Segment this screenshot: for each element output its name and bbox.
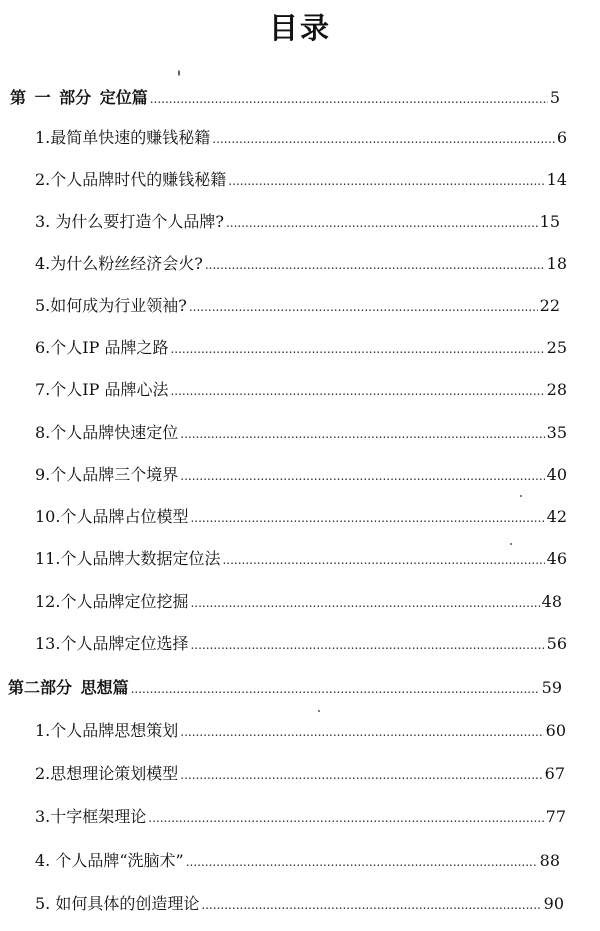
dot-leader: [180, 720, 543, 744]
toc-entry[interactable]: [35, 805, 566, 829]
page-number: 25: [546, 338, 567, 357]
page-number: 22: [539, 296, 560, 315]
page-number: 15: [539, 212, 560, 231]
dot-leader: [180, 763, 542, 787]
page-number: 35: [546, 423, 567, 442]
toc-part-heading[interactable]: [10, 86, 560, 110]
dot-leader: [201, 893, 541, 917]
dot-leader: [212, 127, 555, 151]
dot-leader: [186, 850, 538, 874]
dot-leader: [150, 87, 548, 111]
toc-entry[interactable]: [35, 421, 567, 445]
toc-entry[interactable]: [35, 252, 567, 276]
toc-entry[interactable]: [35, 892, 564, 916]
entry-label: 5. 如何具体的创造理论: [35, 894, 200, 913]
part-label: 第 一 部分 定位篇: [10, 88, 148, 107]
page-number: 48: [541, 592, 562, 611]
entry-label: 4.为什么粉丝经济会火?: [35, 254, 203, 273]
page-number: 46: [546, 549, 567, 568]
dot-leader: [226, 211, 538, 235]
dot-leader: [190, 633, 544, 657]
scan-speck: [520, 495, 522, 497]
page-number: 59: [541, 678, 562, 697]
page-number: 67: [544, 764, 565, 783]
entry-label: 13.个人品牌定位选择: [35, 634, 189, 653]
page-number: 56: [546, 634, 567, 653]
toc-entry[interactable]: [35, 210, 560, 234]
part-label: 第二部分 思想篇: [8, 678, 129, 697]
toc-entry[interactable]: [35, 632, 567, 656]
dot-leader: [170, 379, 544, 403]
page-number: 28: [546, 380, 567, 399]
dot-leader: [189, 295, 538, 319]
dot-leader: [148, 806, 543, 830]
dot-leader: [131, 677, 540, 701]
entry-label: 1.最简单快速的赚钱秘籍: [35, 128, 211, 147]
toc-entry[interactable]: [35, 294, 560, 318]
page-number: 40: [546, 465, 567, 484]
scan-speck: [318, 710, 320, 712]
dot-leader: [180, 464, 544, 488]
toc-entry[interactable]: [35, 336, 567, 360]
page-number: 18: [546, 254, 567, 273]
toc-entry[interactable]: [35, 590, 562, 614]
dot-leader: [190, 591, 539, 615]
page-number: 6: [556, 128, 567, 147]
toc-entry[interactable]: [35, 547, 567, 571]
page-number: 5: [549, 88, 560, 107]
entry-label: 11.个人品牌大数据定位法: [35, 549, 221, 568]
entry-label: 6.个人IP 品牌之路: [35, 338, 169, 357]
entry-label: 3.十字框架理论: [35, 807, 147, 826]
entry-label: 10.个人品牌占位模型: [35, 507, 189, 526]
entry-label: 2.思想理论策划模型: [35, 764, 179, 783]
entry-label: 1.个人品牌思想策划: [35, 721, 179, 740]
dot-leader: [228, 169, 544, 193]
toc-entry[interactable]: [35, 463, 567, 487]
entry-label: 9.个人品牌三个境界: [35, 465, 179, 484]
dot-leader: [190, 506, 544, 530]
dot-leader: [180, 422, 544, 446]
toc-entry[interactable]: [35, 719, 566, 743]
toc-entry[interactable]: [35, 849, 560, 873]
toc-entry[interactable]: [35, 505, 567, 529]
toc-entry[interactable]: [35, 378, 567, 402]
page-title: 目录: [268, 11, 331, 45]
page-number: 77: [545, 807, 566, 826]
entry-label: 8.个人品牌快速定位: [35, 423, 179, 442]
toc-entry[interactable]: [35, 168, 567, 192]
scan-speck: [510, 543, 512, 545]
toc-entry[interactable]: [35, 762, 565, 786]
page-number: 14: [546, 170, 567, 189]
entry-label: 3. 为什么要打造个人品牌?: [35, 212, 224, 231]
scan-speck: [178, 70, 180, 76]
page-number: 90: [543, 894, 564, 913]
toc-part-heading[interactable]: [8, 676, 562, 700]
dot-leader: [205, 253, 545, 277]
page-number: 42: [546, 507, 567, 526]
page-number: 60: [545, 721, 566, 740]
entry-label: 2.个人品牌时代的赚钱秘籍: [35, 170, 227, 189]
dot-leader: [222, 548, 544, 572]
entry-label: 5.如何成为行业领袖?: [35, 296, 187, 315]
entry-label: 12.个人品牌定位挖掘: [35, 592, 189, 611]
entry-label: 4. 个人品牌“洗脑术”: [35, 851, 184, 870]
toc-entry[interactable]: [35, 126, 567, 150]
dot-leader: [170, 337, 544, 361]
page-number: 88: [539, 851, 560, 870]
entry-label: 7.个人IP 品牌心法: [35, 380, 169, 399]
